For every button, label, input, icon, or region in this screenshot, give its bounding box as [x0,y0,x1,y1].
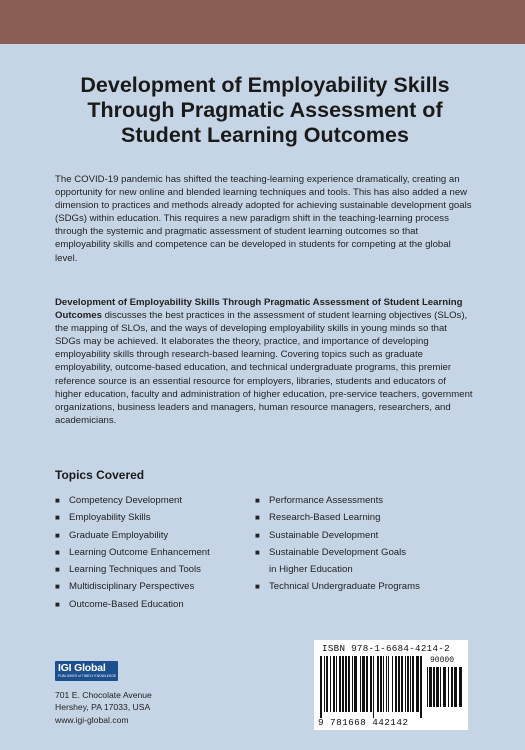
bullet-icon: ■ [255,513,260,523]
bullet-icon: ■ [255,496,260,505]
description-paragraph-2 [55,296,475,427]
igi-global-logo [55,661,118,681]
list-item: ■ Performance Assessments [255,492,475,509]
barcode-block [314,640,468,730]
description-paragraph-2-body: discusses the best practices in the assessment of student learning objectives (SLOs), the mapping of SLOs, and the ways of developing employability skills in young minds so that SDGs may be achieved. It elaborates the theory, practice, and importance of developing employability skills through research-based learning. Covering topics such as graduate employability, outcome-based education, and technical undergraduate programs, this premier reference source is an essential resource for employers, libraries, students and educators of higher education, faculty and administration of higher education, pre-service teachers, government organizations, business leaders and managers, human resource managers, researchers, and academicians. [55,310,473,426]
ean-barcode-image [320,656,424,718]
description-bold-title: Development of Employability Skills Through Pragmatic Assessment of Student Learning Outcomes [55,297,463,322]
bullet-icon: ■ [55,582,60,592]
bullet-icon: ■ [55,565,60,575]
topics-heading: Topics Covered [55,468,145,482]
list-item: ■ Research-Based Learning [255,509,475,526]
bullet-icon: ■ [255,530,260,540]
list-item: ■ Sustainable Development Goals [255,544,475,561]
book-title: Development of Employability Skills Through Pragmatic Assessment of Student Learning Outcomes [80,73,450,147]
isbn-text: ISBN 978-1-6684-4214-2 [322,643,450,654]
bullet-icon: ■ [55,513,60,523]
description-paragraph-1: The COVID-19 pandemic has shifted the teaching-learning experience dramatically, creating an opportunity for new online and blended learning techniques and tools. This has also added a new dimension to practices and methods already adopted for achieving sustainable development goals (SDGs) within education. This requires a new paradigm shift in the teaching-learning process through the systemic and pragmatic assessment of student learning outcomes so that employability skills and competence can be developed in students for competing at the global level. [55,174,472,264]
bullet-icon: ■ [55,599,60,609]
list-item: ■ Learning Outcome Enhancement [55,544,245,561]
top-color-band [0,0,525,44]
bullet-icon: ■ [55,547,60,557]
price-code: 90000 [430,656,455,665]
address-line-2: Hershey, PA 17033, USA [55,702,151,713]
list-item: ■ Technical Undergraduate Programs [255,578,475,595]
ean-digits: 9 781668 442142 [318,717,409,728]
list-item: ■ Employability Skills [55,509,245,526]
list-item: ■ Sustainable Development [255,527,475,544]
list-item: ■ Multidisciplinary Perspectives [55,578,245,595]
list-item-continuation: in Higher Education [269,564,353,576]
bullet-icon: ■ [255,582,260,592]
bullet-icon: ■ [255,547,260,557]
publisher-address [55,689,152,726]
address-line-1: 701 E. Chocolate Avenue [55,690,152,700]
list-item: ■ Outcome-Based Education [55,596,245,613]
bullet-icon: ■ [55,496,60,505]
list-item: ■ Learning Techniques and Tools [55,561,245,578]
list-item: ■ Graduate Employability [55,527,245,544]
price-barcode-image [427,667,463,707]
topics-list-left [55,492,245,613]
publisher-website: www.igi-global.com [55,714,129,725]
bullet-icon: ■ [55,530,60,540]
topics-list-right [255,492,475,596]
logo-wordmark: IGI Global [58,662,106,674]
logo-tagline: PUBLISHER of TIMELY KNOWLEDGE [58,674,117,678]
list-item: ■ Competency Development [55,492,245,509]
